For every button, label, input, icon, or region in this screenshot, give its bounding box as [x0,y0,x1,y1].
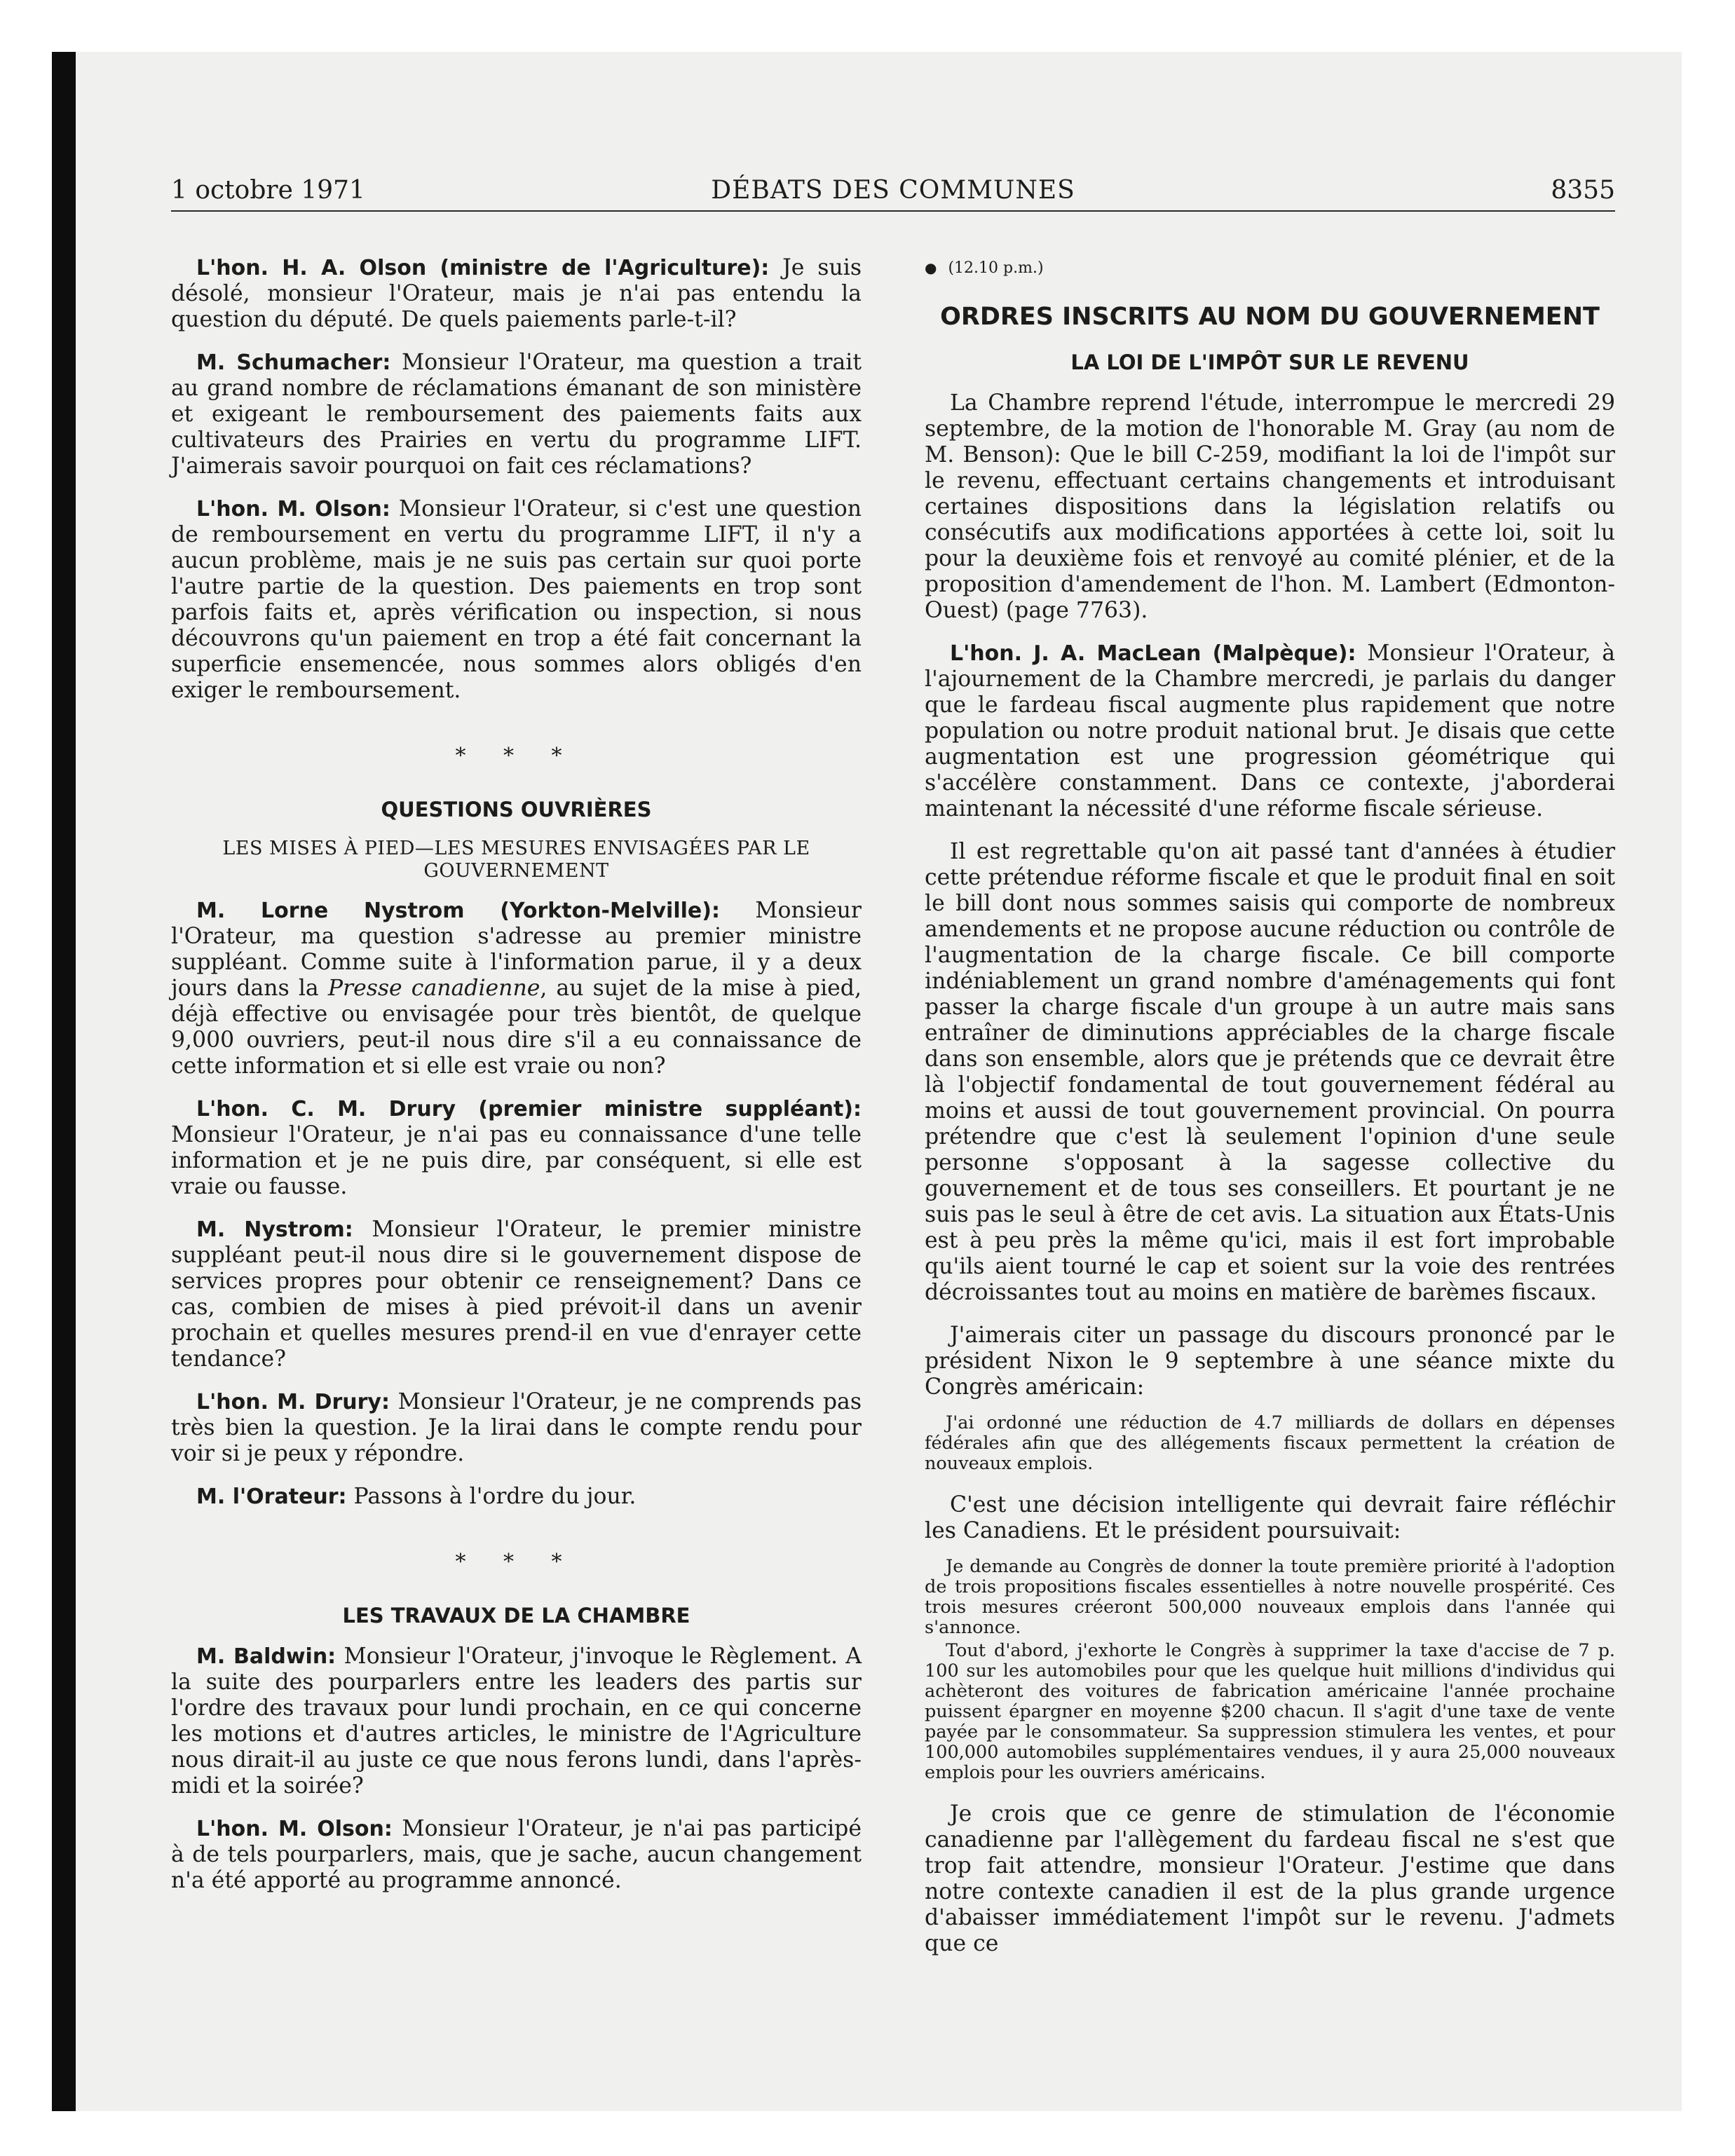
speaker-name: M. Nystrom: [196,1217,353,1242]
speaker-name: M. l'Orateur: [196,1485,347,1509]
timestamp-text: (12.10 p.m.) [948,259,1044,277]
paragraph [171,496,862,704]
speech-text: Monsieur l'Orateur, je n'ai pas eu connaissance d'une telle information et je ne puis dire, par conséquent, si elle est vraie ou fausse. [171,1122,862,1199]
hansard-page [171,171,1615,2021]
paragraph: La Chambre reprend l'étude, interrompue le mercredi 29 septembre, de la motion de l'honorable M. Gray (au nom de M. Benson): Que le bill C-259, modifiant la loi de l'impôt sur le revenu, effectuant certains changements et introduisant certaines dispositions dans la législation relatifs ou consécutifs aux modifications apportées à cette loi, soit lu pour la deuxième fois et renvoyé au comité plénier, et de la proposition d'amendement de l'hon. M. Lambert (Edmonton-Ouest) (page 7763). [925,390,1615,623]
page-number: 8355 [1551,176,1615,205]
speech-text: , au sujet de la mise à pied, déjà effective ou envisagée pour très bientôt, de quelque 9,000 ouvriers, peut-il nous dire s'il a eu connaissance de cette information et si elle est vraie ou non? [171,976,862,1079]
section-separator: * * * [455,1550,578,1574]
speaker-name: M. Schumacher: [196,350,391,375]
speaker-name: L'hon. J. A. MacLean (Malpèque): [950,641,1356,666]
paragraph [171,1816,862,1894]
paragraph [171,1096,862,1200]
section-heading: QUESTIONS OUVRIÈRES [381,798,652,821]
section-separator: * * * [455,744,578,768]
speech-text: Passons à l'ordre du jour. [346,1484,637,1509]
speaker-name: L'hon. M. Olson: [196,1817,393,1841]
speaker-name: L'hon. H. A. Olson (ministre de l'Agriculture): [196,256,770,280]
paragraph: Je crois que ce genre de stimulation de l'économie canadienne par l'allègement du fardeau fiscal ne s'est que trop fait attendre, monsieur l'Orateur. J'estime que dans notre contexte canadien il est de la plus grande urgence d'abaisser immédiatement l'impôt sur le revenu. J'admets que ce [925,1801,1615,1956]
speech-text: Monsieur l'Orateur, ma question a trait au grand nombre de réclamations émanant de son ministère et exigeant le remboursement des paiements faits aux cultivateurs des Prairies en vertu du programme LIFT. J'aimerais savoir pourquoi on fait ces réclamations? [171,350,862,479]
speaker-name: M. Baldwin: [196,1644,336,1669]
speech-text: Monsieur l'Orateur, à l'ajournement de la Chambre mercredi, je parlais du danger que le fardeau fiscal augmente plus rapidement que notre population ou notre produit national brut. Je disais que cette augmentation est une progression géométrique qui s'accélère constamment. Dans ce contexte, j'aborderai maintenant la nécessité d'une réforme fiscale sérieuse. [925,641,1615,821]
binding-edge [52,52,76,2111]
subsection-heading: LA LOI DE L'IMPÔT SUR LE REVENU [1070,350,1469,374]
paragraph [171,350,862,479]
speaker-name: L'hon. M. Olson: [196,497,390,521]
timestamp [925,255,1615,281]
speech-text: Monsieur l'Orateur, ma question s'adresse au premier ministre suppléant. Comme suite à l'information parue, il y a deux jours dans la [171,898,862,1001]
right-column [925,255,1615,1974]
speaker-name: L'hon. C. M. Drury (premier ministre suppléant): [196,1097,862,1121]
bullet-icon: ● [925,259,937,276]
section-heading: LES TRAVAUX DE LA CHAMBRE [342,1604,690,1628]
speech-text: Monsieur l'Orateur, je ne comprends pas très bien la question. Je la lirai dans le compte rendu pour voir si je peux y répondre. [171,1389,862,1466]
paragraph [171,1389,862,1467]
paragraph [925,641,1615,822]
speech-text: Monsieur l'Orateur, j'invoque le Règlement. A la suite des pourparlers entre les leaders des partis sur l'ordre des travaux pour lundi prochain, en ce qui concerne les motions et d'autres articles, le ministre de l'Agriculture nous dirait-il au juste ce que nous ferons lundi, dans l'après-midi et la soirée? [171,1644,862,1799]
speaker-name: M. Lorne Nystrom (Yorkton-Melville): [196,899,720,923]
subsection-heading: LES MISES À PIED—LES MESURES ENVISAGÉES PAR LE GOUVERNEMENT [222,838,810,882]
speech-text: Monsieur l'Orateur, si c'est une question de remboursement en vertu du programme LIFT, il n'y a aucun problème, mais je ne suis pas certain sur quoi porte l'autre partie de la question. Des paiements en trop sont parfois faits et, après vérification ou inspection, si nous découvrons qu'un paiement en trop a été fait concernant la superficie ensemencée, nous sommes alors obligés d'en exiger le remboursement. [171,496,862,703]
paragraph [171,1217,862,1372]
quote-paragraph: J'ai ordonné une réduction de 4.7 milliards de dollars en dépenses fédérales afin que des allégements fiscaux permettent la création de nouveaux emplois. [925,1412,1615,1474]
quote-paragraph: Tout d'abord, j'exhorte le Congrès à supprimer la taxe d'accise de 7 p. 100 sur les automobiles pour que les quelque huit millions d'individus qui achèteront des voitures de fabrication américaine l'année prochaine puissent épargner en moyenne $200 chacun. Il s'agit d'une taxe de vente payée par le consommateur. Sa suppression stimulera les ventes, et pour 100,000 automobiles supplémentaires vendues, il y aura 25,000 nouveaux emplois pour les ouvriers américains. [925,1640,1615,1783]
paragraph [171,1644,862,1799]
left-column [171,255,862,1911]
block-quote [925,1557,1615,1783]
paragraph: Il est regrettable qu'on ait passé tant d'années à étudier cette prétendue réforme fiscale et que le produit final en soit le bill dont nous sommes saisis qui comporte de nombreux amendements et ne propose aucune réduction ou contrôle de l'augmentation de la charge fiscale. Ce bill comporte indéniablement un grand nombre d'aménagements qui font passer la charge fiscale d'un groupe à un autre mais sans entraîner de diminutions appréciables de la charge fiscale dans son ensemble, alors que je prétends que ce devrait être là l'objectif fondamental de tout gouvernement fédéral au moins et aussi de tout gouvernement provincial. On pourra prétendre que c'est là seulement l'opinion d'une seule personne s'opposant à la sagesse collective du gouvernement et de tous ses conseillers. Et pourtant je ne suis pas le seul à être de cet avis. La situation aux États-Unis est à peu près la même qu'ici, mais il est fort improbable qu'ils aient tourné le cap et soient sur la voie des rentrées décroissantes tout au moins en matière de barèmes fiscaux. [925,839,1615,1305]
paragraph [171,898,862,1079]
paragraph: J'aimerais citer un passage du discours prononcé par le président Nixon le 9 septembre à une séance mixte du Congrès américain: [925,1323,1615,1400]
section-heading: ORDRES INSCRITS AU NOM DU GOUVERNEMENT [940,303,1600,331]
header-date: 1 octobre 1971 [171,176,365,205]
paragraph [171,255,862,333]
paragraph: C'est une décision intelligente qui devrait faire réfléchir les Canadiens. Et le président poursuivait: [925,1492,1615,1543]
header-title: DÉBATS DES COMMUNES [711,176,1075,205]
speech-text: Monsieur l'Orateur, je n'ai pas participé à de tels pourparlers, mais, que je sache, aucun changement n'a été apporté au programme annoncé. [171,1816,862,1893]
speech-text: Je suis désolé, monsieur l'Orateur, mais je n'ai pas entendu la question du député. De quels paiements parle-t-il? [171,255,862,332]
running-header [171,171,1615,212]
speaker-name: L'hon. M. Drury: [196,1390,390,1414]
publication-title: Presse canadienne [327,976,540,1001]
quote-paragraph: Je demande au Congrès de donner la toute première priorité à l'adoption de trois propositions fiscales essentielles à notre nouvelle prospérité. Ces trois mesures créeront 500,000 nouveaux emplois dans l'année qui s'annonce. [925,1556,1615,1638]
block-quote [925,1413,1615,1474]
paragraph [171,1484,862,1510]
speech-text: Monsieur l'Orateur, le premier ministre suppléant peut-il nous dire si le gouvernement dispose de services propres pour obtenir ce renseignement? Dans ce cas, combien de mises à pied prévoit-il dans un avenir prochain et quelles mesures prend-il en vue d'enrayer cette tendance? [171,1217,862,1372]
